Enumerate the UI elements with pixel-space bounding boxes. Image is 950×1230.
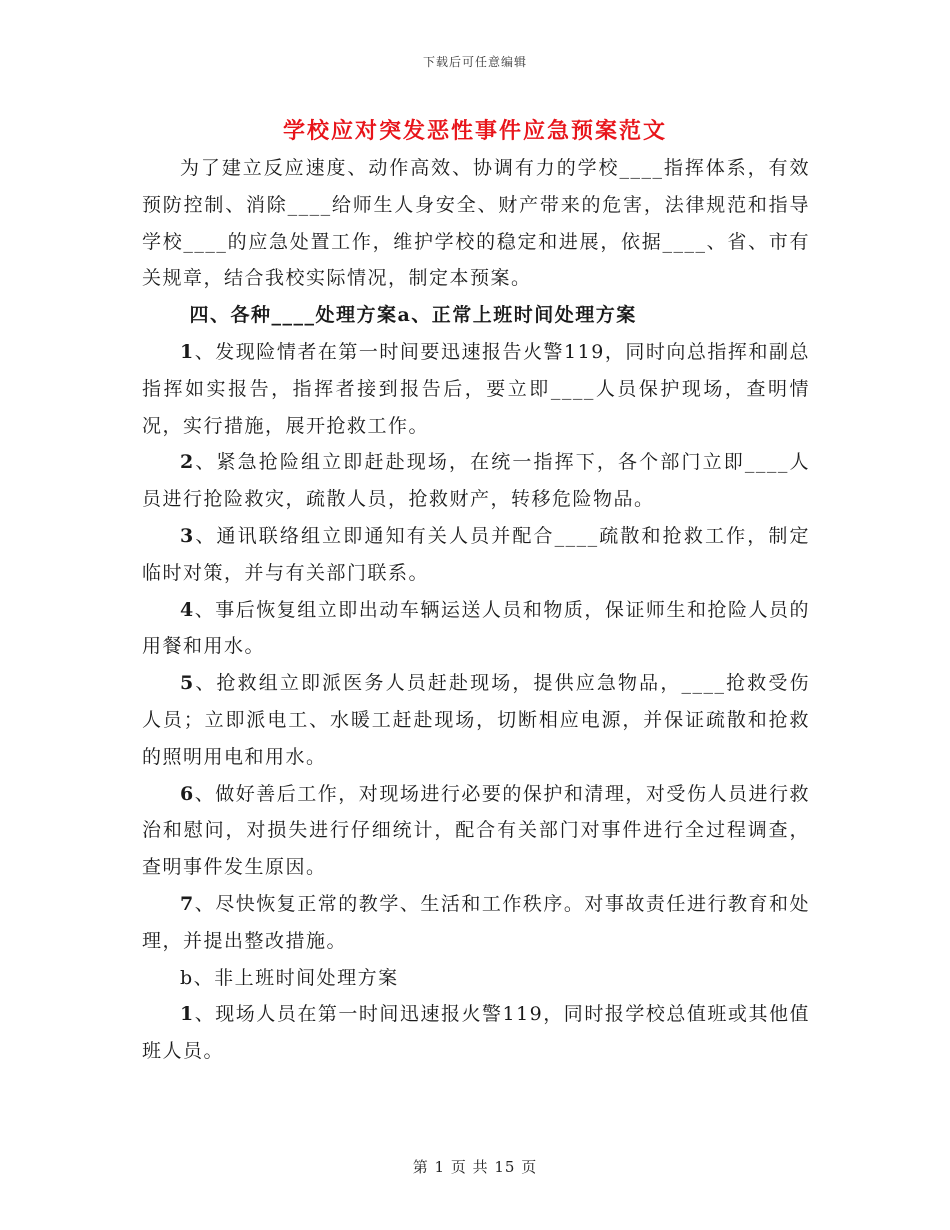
item-number: 3 xyxy=(180,524,195,547)
list-item xyxy=(142,665,810,775)
page-footer: 第 1 页 共 15 页 xyxy=(412,1158,538,1176)
item-number: 5 xyxy=(180,672,195,695)
item-text: 、做好善后工作，对现场进行必要的保护和清理，对受伤人员进行救治和慰问，对损失进行仔细统计，配合有关部门对事件进行全过程调查，查明事件发生原因。 xyxy=(142,782,810,879)
subsection-heading: b、非上班时间处理方案 xyxy=(180,966,399,989)
list-item xyxy=(142,334,810,444)
list-item xyxy=(142,776,810,886)
item-number: 1 xyxy=(180,1003,195,1026)
item-number: 1 xyxy=(180,340,195,363)
list-item xyxy=(142,444,810,518)
section-heading: 四、各种____处理方案a、正常上班时间处理方案 xyxy=(189,304,637,327)
document-body xyxy=(142,150,810,1070)
item-text: 、抢救组立即派医务人员赶赴现场，提供应急物品，____抢救受伤人员；立即派电工、水暖工赶赴现场，切断相应电源，并保证疏散和抢救的照明用电和用水。 xyxy=(142,672,810,768)
item-text: 、尽快恢复正常的教学、生活和工作秩序。对事故责任进行教育和处理，并提出整改措施。 xyxy=(142,892,810,952)
item-text: 、事后恢复组立即出动车辆运送人员和物质，保证师生和抢险人员的用餐和用水。 xyxy=(142,598,810,658)
list-item xyxy=(142,886,810,960)
item-text: 、紧急抢险组立即赶赴现场，在统一指挥下，各个部门立即____人员进行抢险救灾，疏散人员，抢救财产，转移危险物品。 xyxy=(142,451,810,511)
item-number: 2 xyxy=(180,451,195,474)
item-number: 7 xyxy=(180,892,195,915)
item-number: 4 xyxy=(180,598,195,621)
item-text: 、发现险情者在第一时间要迅速报告火警119，同时向总指挥和副总指挥如实报告，指挥者接到报告后，要立即____人员保护现场，查明情况，实行措施，展开抢救工作。 xyxy=(142,340,810,437)
intro-paragraph: 为了建立反应速度、动作高效、协调有力的学校____指挥体系，有效预防控制、消除____给师生人身安全、财产带来的危害，法律规范和指导学校____的应急处置工作，维护学校的稳定和进展，依据____、省、市有关规章，结合我校实际情况，制定本预案。 xyxy=(142,157,810,290)
item-text: 、通讯联络组立即通知有关人员并配合____疏散和抢救工作，制定临时对策，并与有关部门联系。 xyxy=(142,524,810,584)
item-number: 6 xyxy=(180,782,195,805)
list-item xyxy=(142,518,810,592)
list-item xyxy=(142,996,810,1070)
header-note: 下载后可任意编辑 xyxy=(422,55,527,69)
document-title: 学校应对突发恶性事件应急预案范文 xyxy=(282,118,667,144)
item-text: 、现场人员在第一时间迅速报火警119，同时报学校总值班或其他值班人员。 xyxy=(142,1003,810,1063)
list-item xyxy=(142,592,810,666)
